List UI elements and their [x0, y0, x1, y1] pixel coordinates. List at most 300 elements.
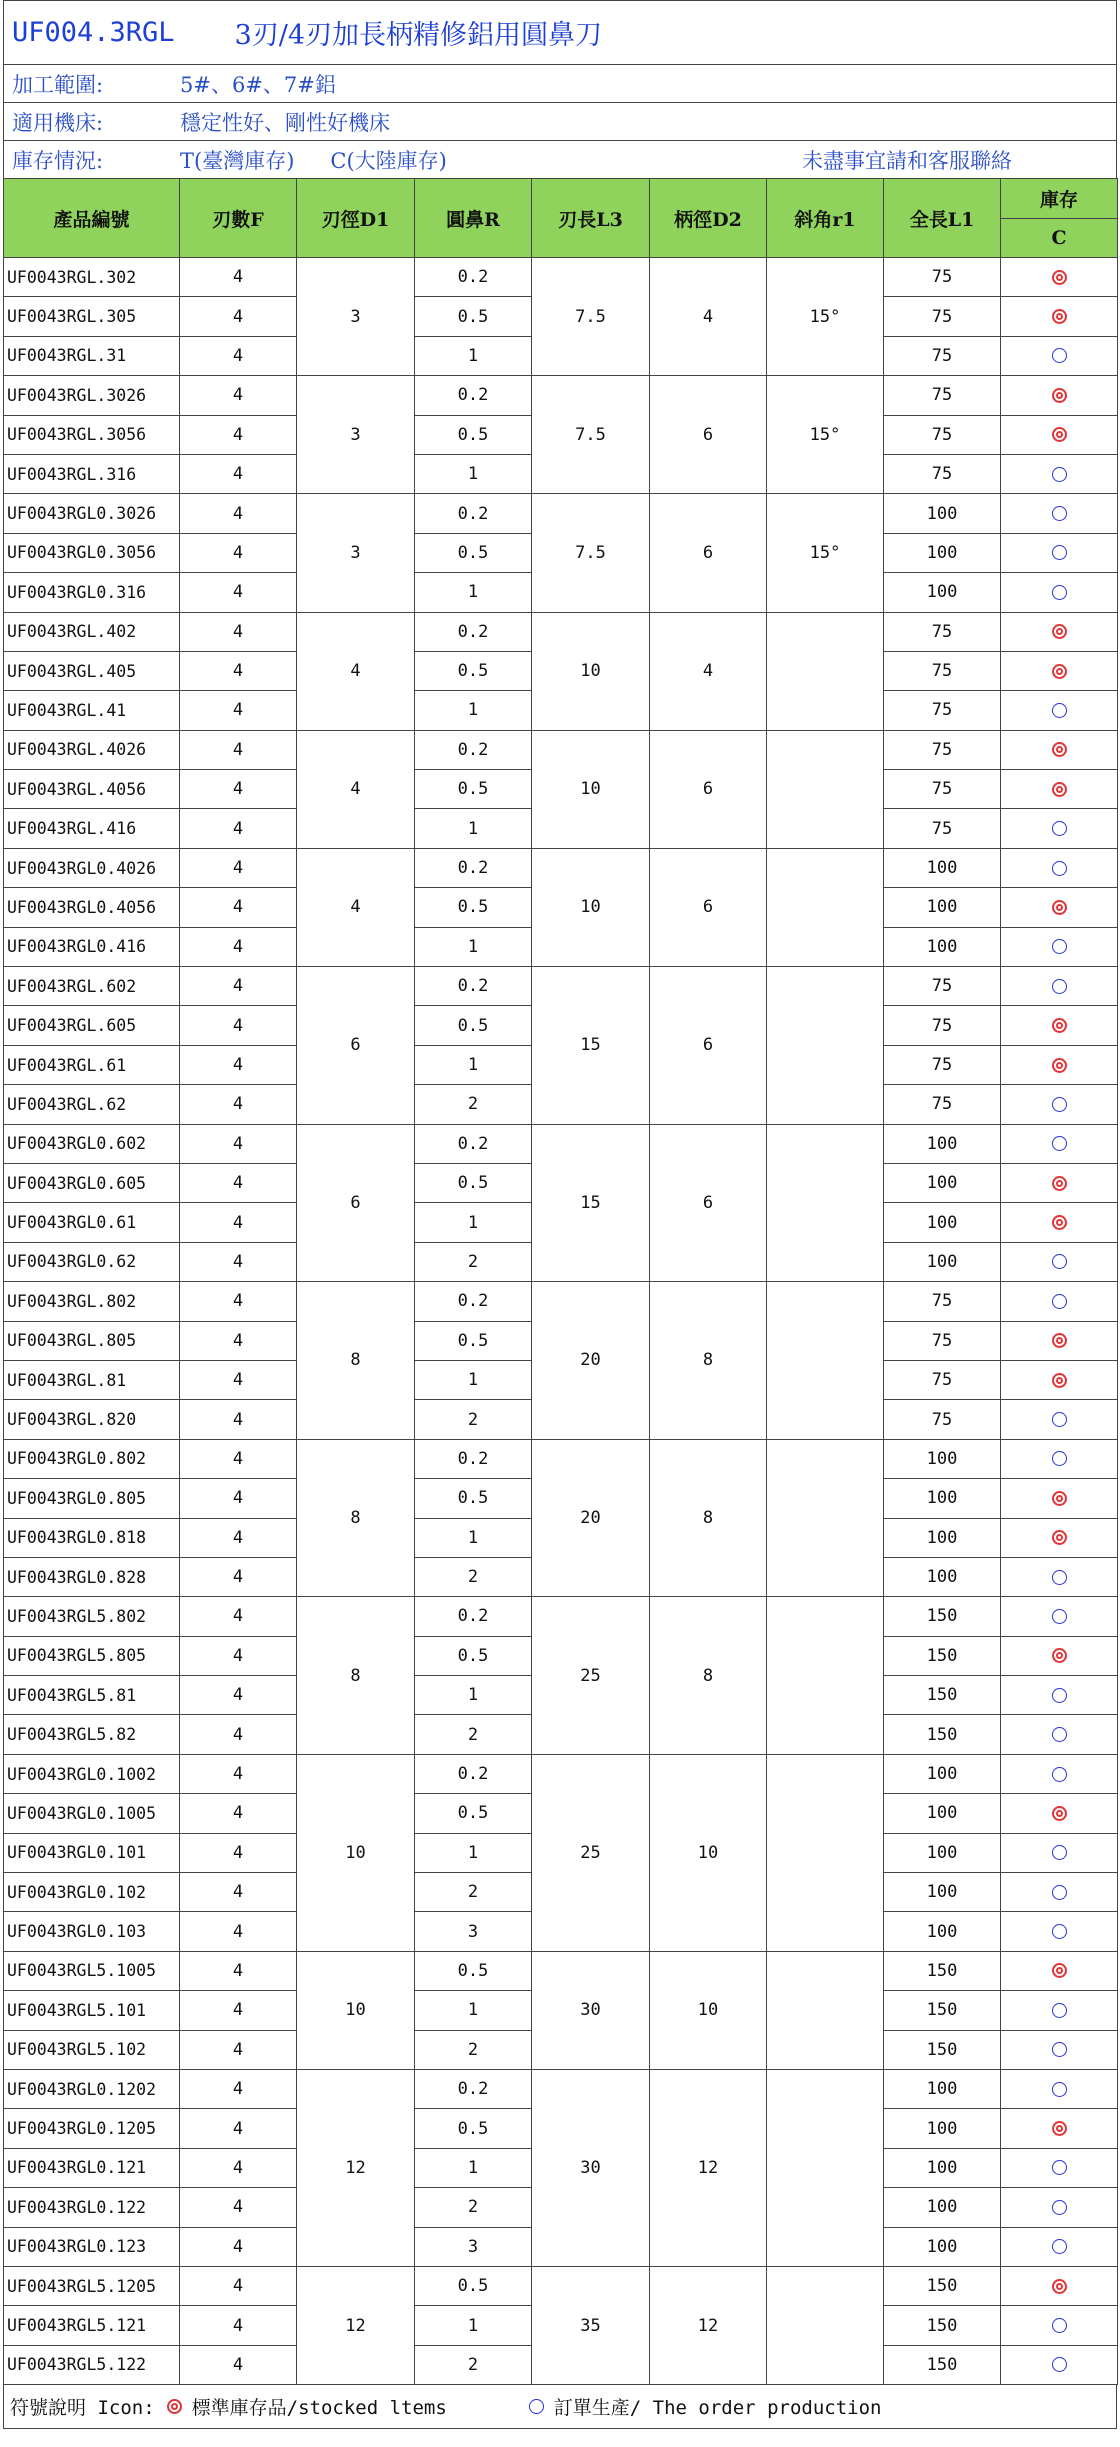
corner-radius-r: 3: [415, 1912, 532, 1951]
contact-note: 未盡事宜請和客服聯絡: [802, 148, 1012, 173]
flute-count: 4: [180, 848, 297, 887]
stock-icon: [1052, 2121, 1067, 2136]
overall-length-l1: 75: [884, 376, 1001, 415]
product-code: UF0043RGL.802: [4, 1282, 180, 1321]
stock-status: [1001, 927, 1118, 966]
product-code: UF0043RGL5.121: [4, 2306, 180, 2345]
stock-status: [1001, 967, 1118, 1006]
flute-count: 4: [180, 1754, 297, 1793]
stock-status: [1001, 1794, 1118, 1833]
order-icon: [529, 2399, 544, 2414]
corner-radius-r: 0.5: [415, 1951, 532, 1990]
corner-radius-r: 1: [415, 1045, 532, 1084]
flute-count: 4: [180, 573, 297, 612]
product-code: UF0043RGL0.602: [4, 1124, 180, 1163]
order-icon: [1052, 703, 1067, 718]
flute-count: 4: [180, 297, 297, 336]
order-icon: [1052, 2200, 1067, 2215]
order-icon: [1052, 2042, 1067, 2057]
product-code: UF0043RGL0.61: [4, 1203, 180, 1242]
flute-count: 4: [180, 2306, 297, 2345]
overall-length-l1: 75: [884, 1400, 1001, 1439]
overall-length-l1: 75: [884, 691, 1001, 730]
page-title: 3刃/4刃加長柄精修鋁用圓鼻刀: [234, 20, 603, 51]
cut-diameter-d1: 6: [297, 967, 415, 1125]
cut-diameter-d1: 6: [297, 1124, 415, 1282]
col-code: 產品編號: [4, 179, 180, 258]
flute-count: 4: [180, 1636, 297, 1675]
flute-count: 4: [180, 809, 297, 848]
stock-icon: [1052, 742, 1067, 757]
machine-label: 適用機床:: [12, 110, 104, 135]
cut-diameter-d1: 8: [297, 1282, 415, 1440]
order-icon: [1052, 1254, 1067, 1269]
overall-length-l1: 100: [884, 927, 1001, 966]
overall-length-l1: 75: [884, 1006, 1001, 1045]
product-code: UF0043RGL5.802: [4, 1597, 180, 1636]
table-row: [4, 1124, 1118, 1163]
product-code: UF0043RGL.302: [4, 258, 180, 297]
flute-count: 4: [180, 1360, 297, 1399]
overall-length-l1: 100: [884, 1518, 1001, 1557]
corner-radius-r: 2: [415, 2188, 532, 2227]
overall-length-l1: 100: [884, 533, 1001, 572]
corner-radius-r: 3: [415, 2227, 532, 2266]
overall-length-l1: 100: [884, 1439, 1001, 1478]
cut-diameter-d1: 10: [297, 1951, 415, 2069]
product-code: UF0043RGL5.805: [4, 1636, 180, 1675]
shank-diameter-d2: 12: [650, 2069, 767, 2266]
corner-radius-r: 0.2: [415, 258, 532, 297]
product-code: UF0043RGL5.1205: [4, 2266, 180, 2305]
overall-length-l1: 150: [884, 1991, 1001, 2030]
product-code: UF0043RGL0.805: [4, 1479, 180, 1518]
corner-radius-r: 2: [415, 2030, 532, 2069]
stock-icon: [1052, 1058, 1067, 1073]
stock-status: [1001, 770, 1118, 809]
overall-length-l1: 75: [884, 1282, 1001, 1321]
order-icon: [1052, 1688, 1067, 1703]
shank-diameter-d2: 10: [650, 1754, 767, 1951]
corner-radius-r: 0.2: [415, 494, 532, 533]
product-code: UF0043RGL0.828: [4, 1557, 180, 1596]
order-icon: [1052, 979, 1067, 994]
corner-radius-r: 0.2: [415, 1597, 532, 1636]
overall-length-l1: 100: [884, 2109, 1001, 2148]
model-code: UF004.3RGL: [12, 17, 175, 48]
corner-radius-r: 0.2: [415, 1282, 532, 1321]
shank-diameter-d2: 8: [650, 1282, 767, 1440]
flute-count: 4: [180, 1163, 297, 1202]
stock-status: [1001, 1242, 1118, 1281]
stock-status: [1001, 612, 1118, 651]
corner-radius-r: 0.5: [415, 1794, 532, 1833]
order-icon: [1052, 1767, 1067, 1782]
stock-status: [1001, 1006, 1118, 1045]
corner-radius-r: 1: [415, 454, 532, 493]
order-icon: [1052, 939, 1067, 954]
range-label: 加工範圍:: [12, 72, 104, 97]
product-code: UF0043RGL.41: [4, 691, 180, 730]
order-icon: [1052, 545, 1067, 560]
corner-radius-r: 0.2: [415, 2069, 532, 2108]
flute-count: 4: [180, 927, 297, 966]
overall-length-l1: 75: [884, 809, 1001, 848]
product-code: UF0043RGL.305: [4, 297, 180, 336]
flute-count: 4: [180, 415, 297, 454]
corner-radius-r: 2: [415, 2345, 532, 2384]
overall-length-l1: 75: [884, 297, 1001, 336]
product-code: UF0043RGL0.123: [4, 2227, 180, 2266]
stock-status: [1001, 1203, 1118, 1242]
product-code: UF0043RGL0.3056: [4, 533, 180, 572]
taper-angle-r1: [767, 1124, 884, 1282]
corner-radius-r: 0.5: [415, 1006, 532, 1045]
stock-status: [1001, 1282, 1118, 1321]
table-row: [4, 848, 1118, 887]
corner-radius-r: 2: [415, 1557, 532, 1596]
cut-diameter-d1: 12: [297, 2069, 415, 2266]
stock-status: [1001, 1321, 1118, 1360]
cut-length-l3: 25: [532, 1597, 650, 1755]
taper-angle-r1: 15°: [767, 494, 884, 612]
stock-status: [1001, 730, 1118, 769]
stock-status: [1001, 258, 1118, 297]
corner-radius-r: 1: [415, 573, 532, 612]
product-code: UF0043RGL.3026: [4, 376, 180, 415]
cut-length-l3: 30: [532, 1951, 650, 2069]
stock-status: [1001, 2030, 1118, 2069]
overall-length-l1: 75: [884, 612, 1001, 651]
taper-angle-r1: [767, 730, 884, 848]
flute-count: 4: [180, 1085, 297, 1124]
flute-count: 4: [180, 1991, 297, 2030]
cut-length-l3: 15: [532, 1124, 650, 1282]
machine-row: [3, 102, 1117, 140]
overall-length-l1: 75: [884, 1321, 1001, 1360]
corner-radius-r: 0.2: [415, 848, 532, 887]
stock-icon: [1052, 1963, 1067, 1978]
product-code: UF0043RGL.4056: [4, 770, 180, 809]
corner-radius-r: 0.2: [415, 730, 532, 769]
corner-radius-r: 1: [415, 1518, 532, 1557]
overall-length-l1: 100: [884, 1833, 1001, 1872]
overall-length-l1: 75: [884, 454, 1001, 493]
table-row: [4, 967, 1118, 1006]
corner-radius-r: 1: [415, 1203, 532, 1242]
col-d1: 刃徑D1: [297, 179, 415, 258]
flute-count: 4: [180, 2148, 297, 2187]
product-code: UF0043RGL.805: [4, 1321, 180, 1360]
stock-status: [1001, 1439, 1118, 1478]
order-icon: [1052, 1451, 1067, 1466]
product-code: UF0043RGL5.122: [4, 2345, 180, 2384]
col-d2: 柄徑D2: [650, 179, 767, 258]
col-r: 圓鼻R: [415, 179, 532, 258]
col-l1: 全長L1: [884, 179, 1001, 258]
stock-icon: [1052, 1333, 1067, 1348]
flute-count: 4: [180, 1282, 297, 1321]
stock-status: [1001, 1754, 1118, 1793]
stock-status: [1001, 376, 1118, 415]
product-code: UF0043RGL0.4026: [4, 848, 180, 887]
corner-radius-r: 1: [415, 1833, 532, 1872]
overall-length-l1: 100: [884, 1479, 1001, 1518]
product-code: UF0043RGL0.101: [4, 1833, 180, 1872]
order-icon: [1052, 821, 1067, 836]
flute-count: 4: [180, 1833, 297, 1872]
overall-length-l1: 150: [884, 1597, 1001, 1636]
stock-icon: [1052, 1373, 1067, 1388]
flute-count: 4: [180, 336, 297, 375]
flute-count: 4: [180, 1124, 297, 1163]
order-icon: [1052, 2160, 1067, 2175]
order-icon: [1052, 1136, 1067, 1151]
shank-diameter-d2: 6: [650, 494, 767, 612]
taper-angle-r1: [767, 612, 884, 730]
range-row: [3, 64, 1117, 102]
stock-status: [1001, 2306, 1118, 2345]
stock-status: [1001, 2188, 1118, 2227]
overall-length-l1: 150: [884, 1636, 1001, 1675]
flute-count: 4: [180, 967, 297, 1006]
stock-status: [1001, 1636, 1118, 1675]
order-icon: [1052, 1924, 1067, 1939]
stock-status: [1001, 297, 1118, 336]
stock-icon: [1052, 2279, 1067, 2294]
product-code: UF0043RGL0.605: [4, 1163, 180, 1202]
stock-status: [1001, 1360, 1118, 1399]
overall-length-l1: 75: [884, 415, 1001, 454]
product-code: UF0043RGL0.103: [4, 1912, 180, 1951]
overall-length-l1: 75: [884, 336, 1001, 375]
stock-icon: [1052, 427, 1067, 442]
shank-diameter-d2: 8: [650, 1439, 767, 1597]
table-row: [4, 1282, 1118, 1321]
stock-status: [1001, 1557, 1118, 1596]
corner-radius-r: 0.5: [415, 651, 532, 690]
col-stock: 庫存: [1001, 179, 1118, 219]
col-stock-c: C: [1001, 219, 1118, 258]
overall-length-l1: 150: [884, 2345, 1001, 2384]
corner-radius-r: 2: [415, 1400, 532, 1439]
stock-status: [1001, 1833, 1118, 1872]
overall-length-l1: 150: [884, 2306, 1001, 2345]
corner-radius-r: 0.2: [415, 967, 532, 1006]
product-code: UF0043RGL.3056: [4, 415, 180, 454]
stock-icon: [1052, 664, 1067, 679]
cut-length-l3: 10: [532, 730, 650, 848]
stock-status: [1001, 809, 1118, 848]
overall-length-l1: 100: [884, 1794, 1001, 1833]
product-code: UF0043RGL.602: [4, 967, 180, 1006]
stock-label: 庫存情況:: [12, 148, 104, 173]
product-code: UF0043RGL0.1202: [4, 2069, 180, 2108]
product-code: UF0043RGL0.1205: [4, 2109, 180, 2148]
stock-icon: [1052, 1215, 1067, 1230]
flute-count: 4: [180, 1912, 297, 1951]
order-icon: [1052, 861, 1067, 876]
table-row: [4, 1597, 1118, 1636]
flute-count: 4: [180, 730, 297, 769]
stock-status: [1001, 2148, 1118, 2187]
stock-status: [1001, 651, 1118, 690]
corner-radius-r: 1: [415, 927, 532, 966]
stock-c: C(大陸庫存): [330, 148, 447, 173]
flute-count: 4: [180, 1006, 297, 1045]
order-icon: [1052, 2239, 1067, 2254]
stock-icon: [1052, 900, 1067, 915]
flute-count: 4: [180, 1400, 297, 1439]
cut-diameter-d1: 4: [297, 612, 415, 730]
taper-angle-r1: [767, 1439, 884, 1597]
cut-length-l3: 20: [532, 1282, 650, 1440]
flute-count: 4: [180, 1479, 297, 1518]
flute-count: 4: [180, 1676, 297, 1715]
title-row: [3, 0, 1117, 64]
stock-status: [1001, 1124, 1118, 1163]
col-r1: 斜角r1: [767, 179, 884, 258]
corner-radius-r: 0.5: [415, 415, 532, 454]
flute-count: 4: [180, 2188, 297, 2227]
col-flutes: 刃數F: [180, 179, 297, 258]
corner-radius-r: 0.2: [415, 376, 532, 415]
order-icon: [1052, 1097, 1067, 1112]
cut-length-l3: 30: [532, 2069, 650, 2266]
overall-length-l1: 150: [884, 1715, 1001, 1754]
corner-radius-r: 1: [415, 1676, 532, 1715]
flute-count: 4: [180, 1951, 297, 1990]
cut-length-l3: 7.5: [532, 376, 650, 494]
flute-count: 4: [180, 1321, 297, 1360]
stock-status: [1001, 1518, 1118, 1557]
order-icon: [1052, 2357, 1067, 2372]
shank-diameter-d2: 6: [650, 1124, 767, 1282]
stock-status: [1001, 1991, 1118, 2030]
product-code: UF0043RGL.62: [4, 1085, 180, 1124]
cut-length-l3: 35: [532, 2266, 650, 2384]
product-code: UF0043RGL5.82: [4, 1715, 180, 1754]
corner-radius-r: 0.5: [415, 888, 532, 927]
stock-icon: [1052, 1176, 1067, 1191]
order-icon: [1052, 1412, 1067, 1427]
table-row: [4, 612, 1118, 651]
stock-status: [1001, 1479, 1118, 1518]
corner-radius-r: 0.2: [415, 1754, 532, 1793]
table-row: [4, 376, 1118, 415]
cut-diameter-d1: 8: [297, 1439, 415, 1597]
stock-status: [1001, 888, 1118, 927]
corner-radius-r: 0.5: [415, 1321, 532, 1360]
corner-radius-r: 0.5: [415, 1636, 532, 1675]
range-value: 5#、6#、7#鋁: [180, 72, 336, 97]
overall-length-l1: 100: [884, 1124, 1001, 1163]
overall-length-l1: 100: [884, 1912, 1001, 1951]
taper-angle-r1: [767, 1597, 884, 1755]
overall-length-l1: 100: [884, 2188, 1001, 2227]
product-code: UF0043RGL0.818: [4, 1518, 180, 1557]
product-code: UF0043RGL0.62: [4, 1242, 180, 1281]
cut-diameter-d1: 3: [297, 494, 415, 612]
stock-status: [1001, 2069, 1118, 2108]
machine-value: 穩定性好、剛性好機床: [180, 110, 390, 135]
stock-icon: [167, 2399, 182, 2414]
stock-icon: [1052, 1648, 1067, 1663]
order-icon: [1052, 348, 1067, 363]
stock-icon: [1052, 1018, 1067, 1033]
stock-status: [1001, 1951, 1118, 1990]
cut-diameter-d1: 4: [297, 730, 415, 848]
order-icon: [1052, 585, 1067, 600]
overall-length-l1: 100: [884, 848, 1001, 887]
product-code: UF0043RGL0.1002: [4, 1754, 180, 1793]
corner-radius-r: 2: [415, 1715, 532, 1754]
flute-count: 4: [180, 2069, 297, 2108]
order-icon: [1052, 1885, 1067, 1900]
product-code: UF0043RGL0.802: [4, 1439, 180, 1478]
overall-length-l1: 100: [884, 1242, 1001, 1281]
spec-table: [3, 178, 1118, 2385]
product-code: UF0043RGL5.81: [4, 1676, 180, 1715]
shank-diameter-d2: 4: [650, 258, 767, 376]
cut-diameter-d1: 12: [297, 2266, 415, 2384]
stock-icon: [1052, 388, 1067, 403]
product-code: UF0043RGL5.101: [4, 1991, 180, 2030]
corner-radius-r: 0.2: [415, 1124, 532, 1163]
flute-count: 4: [180, 454, 297, 493]
overall-length-l1: 150: [884, 2030, 1001, 2069]
product-code: UF0043RGL.31: [4, 336, 180, 375]
flute-count: 4: [180, 1597, 297, 1636]
stock-icon: [1052, 1491, 1067, 1506]
stock-icon: [1052, 1806, 1067, 1821]
flute-count: 4: [180, 1045, 297, 1084]
table-body: [4, 258, 1118, 2385]
flute-count: 4: [180, 888, 297, 927]
stock-icon: [1052, 270, 1067, 285]
corner-radius-r: 0.5: [415, 770, 532, 809]
shank-diameter-d2: 6: [650, 848, 767, 966]
table-row: [4, 2069, 1118, 2108]
product-sheet: [3, 0, 1117, 2429]
cut-diameter-d1: 4: [297, 848, 415, 966]
stock-icon: [1052, 782, 1067, 797]
stock-t: T(臺灣庫存): [180, 148, 295, 173]
taper-angle-r1: [767, 1951, 884, 2069]
table-row: [4, 1754, 1118, 1793]
legend-order-text: 訂單生產/ The order production: [553, 2397, 882, 2420]
product-code: UF0043RGL.820: [4, 1400, 180, 1439]
product-code: UF0043RGL.402: [4, 612, 180, 651]
legend-label: 符號說明 Icon:: [10, 2397, 155, 2420]
cut-length-l3: 20: [532, 1439, 650, 1597]
taper-angle-r1: 15°: [767, 376, 884, 494]
stock-status: [1001, 1912, 1118, 1951]
legend: [3, 2385, 1117, 2429]
stock-status: [1001, 573, 1118, 612]
product-code: UF0043RGL0.1005: [4, 1794, 180, 1833]
flute-count: 4: [180, 691, 297, 730]
overall-length-l1: 75: [884, 258, 1001, 297]
corner-radius-r: 1: [415, 691, 532, 730]
product-code: UF0043RGL0.102: [4, 1873, 180, 1912]
overall-length-l1: 100: [884, 888, 1001, 927]
table-row: [4, 1951, 1118, 1990]
product-code: UF0043RGL5.102: [4, 2030, 180, 2069]
table-row: [4, 494, 1118, 533]
overall-length-l1: 100: [884, 2227, 1001, 2266]
stock-status: [1001, 1045, 1118, 1084]
